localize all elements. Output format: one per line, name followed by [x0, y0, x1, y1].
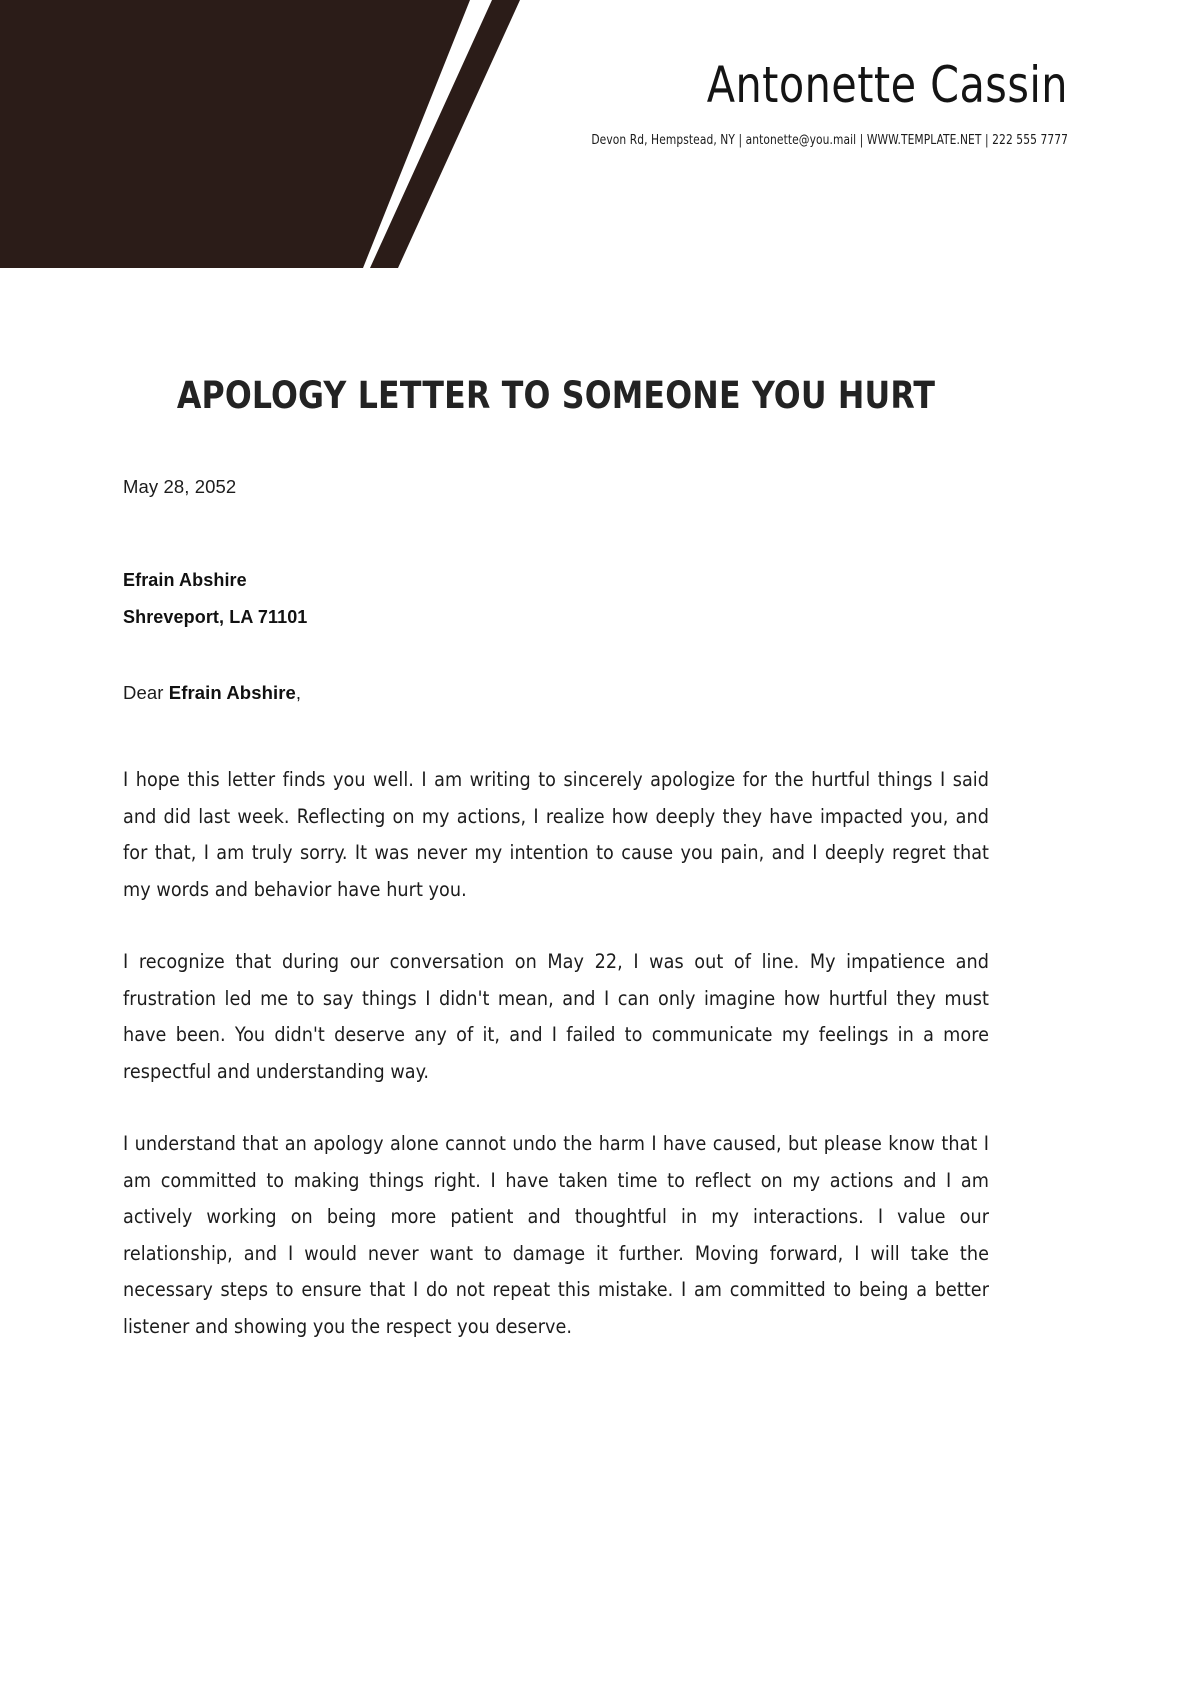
letter-date: May 28, 2052 [123, 476, 237, 497]
letterhead-header [0, 0, 1200, 300]
recipient-address: Shreveport, LA 71101 [123, 607, 308, 627]
letter-paragraph: I understand that an apology alone cannot undo the harm I have caused, but please know that I am committed to making things right. I have taken time to reflect on my actions and I am actively working on being more patient and thoughtful in my interactions. I value our relationship, and I would never want to damage it further. Moving forward, I will take the necessary steps to ensure that I do not repeat this mistake. I am committed to being a better listener and showing you the respect you deserve. [123, 1132, 989, 1338]
salutation-name: Efrain Abshire [168, 682, 296, 703]
letter-paragraph: I hope this letter finds you well. I am writing to sincerely apologize for the hurtful things I said and did last week. Reflecting on my actions, I realize how deeply they have impacted you, and for that, I am truly sorry. It was never my intention to cause you pain, and I deeply regret that my words and behavior have hurt you. [123, 768, 989, 901]
recipient-block [123, 562, 307, 636]
recipient-name: Efrain Abshire [123, 570, 247, 590]
salutation-suffix: , [295, 682, 302, 703]
letterhead-identity [268, 58, 1068, 148]
letter-body [123, 762, 989, 1345]
salutation-prefix: Dear [123, 682, 169, 703]
letter-paragraph: I recognize that during our conversation on May 22, I was out of line. My impatience and frustration led me to say things I didn't mean, and I can only imagine how hurtful they must have been. You didn't deserve any of it, and I failed to communicate my feelings in a more respectful and understanding way. [123, 950, 989, 1083]
salutation [123, 682, 301, 704]
sender-contact-line: Devon Rd, Hempstead, NY | antonette@you.mail | WWW.TEMPLATE.NET | 222 555 7777 [591, 132, 1068, 148]
sender-name: Antonette Cassin [706, 56, 1068, 114]
page-title: APOLOGY LETTER TO SOMEONE YOU HURT [176, 374, 936, 417]
